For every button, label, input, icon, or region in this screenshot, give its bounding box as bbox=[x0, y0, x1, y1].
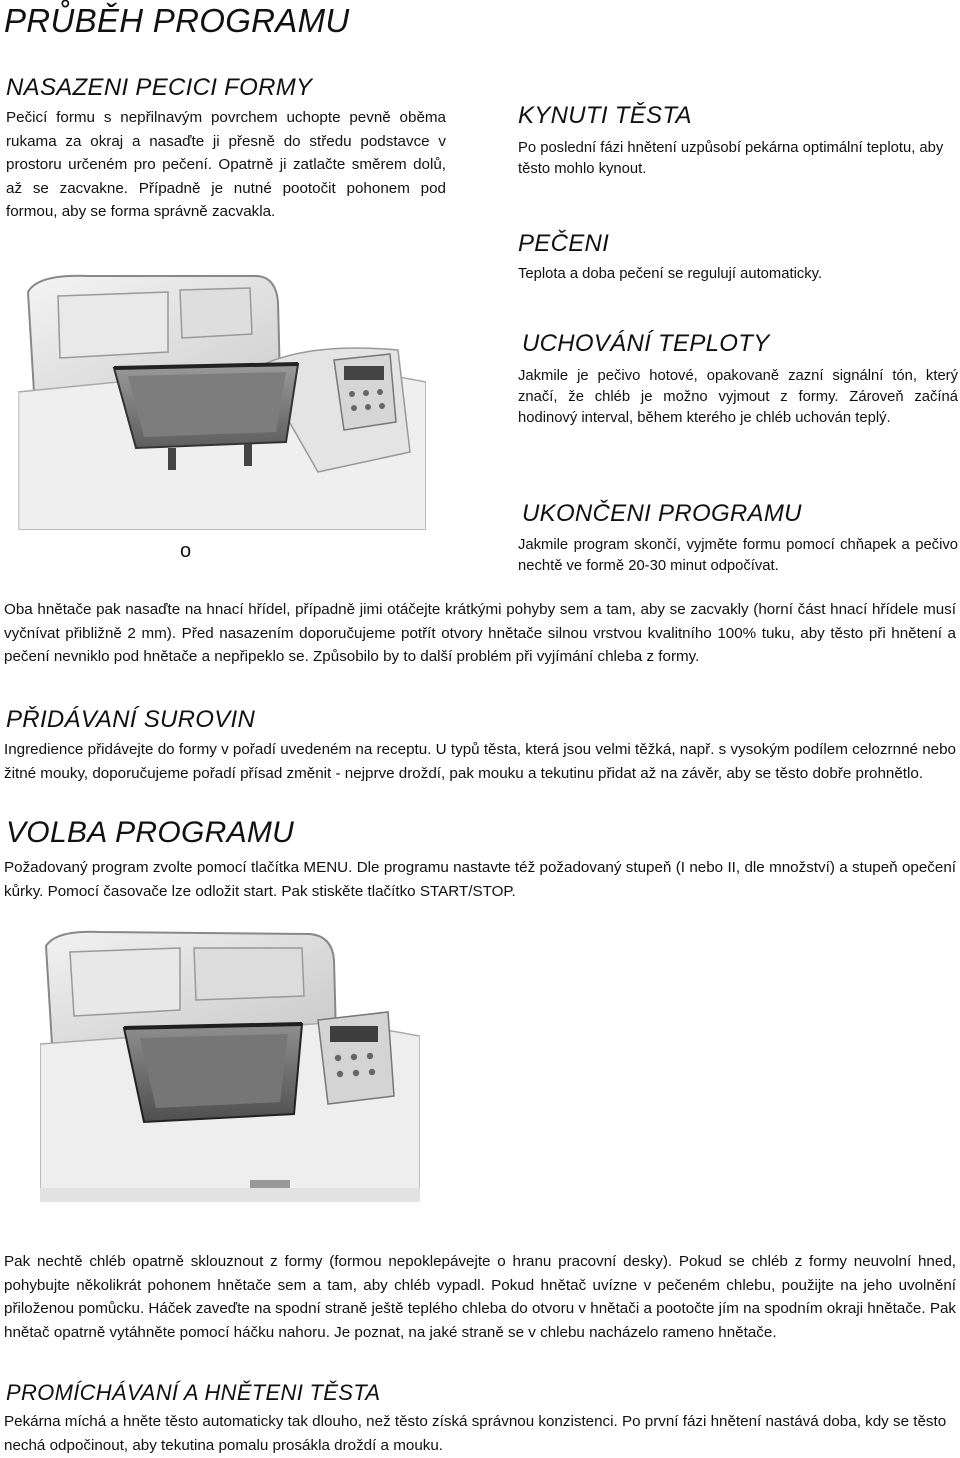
section-text-kynuti: Po poslední fázi hnětení uzpůsobí pekárna optimální teplotu, aby těsto mohlo kynout. bbox=[518, 140, 944, 177]
section-heading-uchovani: UCHOVÁNÍ TEPLOTY bbox=[522, 330, 770, 357]
section-heading-michani: PROMÍCHÁVANÍ A HNĚTENI TĚSTA bbox=[6, 1380, 381, 1405]
section-heading-pridavani: PŘIDÁVANÍ SUROVIN bbox=[6, 706, 256, 733]
section-text-pridavani: Ingredience přidávejte do formy v pořadí uvedeném na receptu. U typů těsta, která jsou velmi těžká, např. s vysokým podílem celozrnné nebo žitné mouky, doporučujeme pořadí přísad změnit - nejprve droždí, pak mouku a tekutinu přidat až na závěr, aby se těsto dobře prohnětlo. bbox=[4, 741, 956, 782]
section-text-ukonceni: Jakmile program skončí, vyjměte formu pomocí chňapek a pečivo nechtě ve formě 20-30 minut odpočívat. bbox=[518, 537, 958, 574]
paragraph-vyjmuti: Pak nechtě chléb opatrně sklouznout z formy (formou nepoklepávejte o hranu pracovní desky). Pokud se chléb z formy neuvolní hned, pohybujte několikrát pohonem hnětače sem a tam, aby chléb vypadl. Pokud hnětač uvízne v pečeném chlebu, použijte na jeho uvolnění přiloženou pomůcku. Háček zaveďte na spodní straně ještě teplého chleba do otvoru v hnětači a pootočte jím na spodním okraji hnětače. Pak hnětač opatrně vytáhněte pomocí háčku nahoru. Je poznat, na jaké straně se v chlebu nacházelo rameno hnětače. bbox=[4, 1253, 956, 1341]
section-text-nasazeni: Pečicí formu s nepřilnavým povrchem uchopte pevně oběma rukama za okraj a nasaďte ji přesně do středu podstavce v prostoru určeném pro pečení. Opatrně ji zatlačte směrem dolů, až se zacvakne. Případně je nutné pootočit pohonem pod formou, aby se forma správně zacvakla. bbox=[6, 109, 446, 220]
section-text-volba: Požadovaný program zvolte pomocí tlačítka MENU. Dle programu nastavte též požadovaný stupeň (I nebo II, dle množství) a stupeň opečení kůrky. Pomocí časovače lze odložit start. Pak stiskěte tlačítko START/STOP. bbox=[4, 859, 956, 900]
paragraph-hnetace: Oba hnětače pak nasaďte na hnací hřídel, případně jimi otáčejte krátkými pohyby sem a tam, aby se zacvakly (horní část hnací hřídele musí vyčnívat přibližně 2 mm). Před nasazením doporučujeme potřít otvory hnětače silnou vrstvou kvalitního 100% tuku, aby těsto při hnětení a pečení nevniklo pod hnětače a nepřipeklo se. Způsobilo by to další problém při vyjímání chleba z formy. bbox=[4, 601, 956, 665]
bread-maker-photo bbox=[18, 272, 426, 530]
section-heading-nasazeni: NASAZENI PECICI FORMY bbox=[6, 74, 313, 101]
section-text-peceni: Teplota a doba pečení se regulují automaticky. bbox=[518, 266, 823, 282]
bread-maker-photo-2 bbox=[40, 926, 420, 1202]
section-text-uchovani: Jakmile je pečivo hotové, opakovaně zazní signální tón, který značí, že chléb je možno vyjmout z formy. Zároveň začíná hodinový interval, během kterého je chléb uchován teplý. bbox=[518, 368, 958, 426]
section-heading-ukonceni: UKONČENI PROGRAMU bbox=[522, 500, 802, 527]
section-heading-volba: VOLBA PROGRAMU bbox=[6, 816, 295, 849]
section-heading-kynuti: KYNUTI TĚSTA bbox=[518, 102, 692, 129]
section-text-michani: Pekárna míchá a hněte těsto automaticky tak dlouho, než těsto získá správnou konzistenci. Po první fázi hnětení nastává doba, kdy se těsto nechá odpočinout, aby tekutina pomalu prosákla droždí a mouku. bbox=[4, 1413, 947, 1454]
section-heading-peceni: PEČENI bbox=[518, 230, 610, 257]
degree-mark: o bbox=[180, 540, 192, 562]
page-title: PRŮBĚH PROGRAMU bbox=[4, 2, 350, 39]
